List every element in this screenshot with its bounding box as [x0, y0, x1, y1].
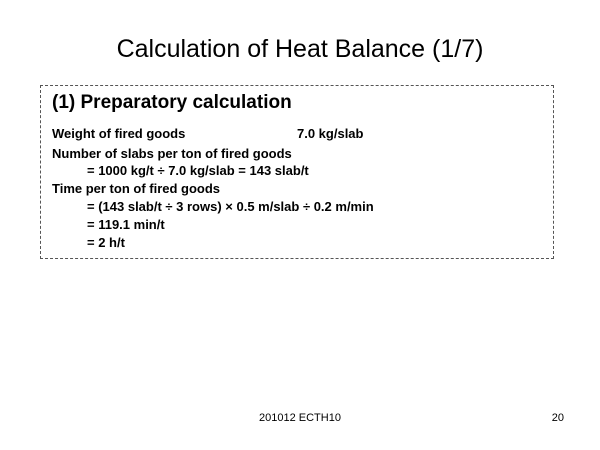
slide-title: Calculation of Heat Balance (1/7)	[116, 35, 484, 63]
page-number: 20	[551, 412, 564, 424]
time-label: Time per ton of fired goods	[52, 181, 221, 196]
time-formula: = (143 slab/t ÷ 3 rows) × 0.5 m/slab ÷ 0.2 m/min	[87, 199, 374, 214]
weight-label: Weight of fired goods	[52, 126, 186, 141]
slabs-label: Number of slabs per ton of fired goods	[52, 146, 292, 161]
footer-code: 201012 ECTH10	[259, 412, 341, 424]
section-heading: (1) Preparatory calculation	[52, 92, 292, 113]
weight-value: 7.0 kg/slab	[297, 126, 364, 141]
time-result-h: = 2 h/t	[87, 235, 125, 250]
slabs-formula: = 1000 kg/t ÷ 7.0 kg/slab = 143 slab/t	[87, 163, 309, 178]
time-result-min: = 119.1 min/t	[87, 217, 165, 232]
